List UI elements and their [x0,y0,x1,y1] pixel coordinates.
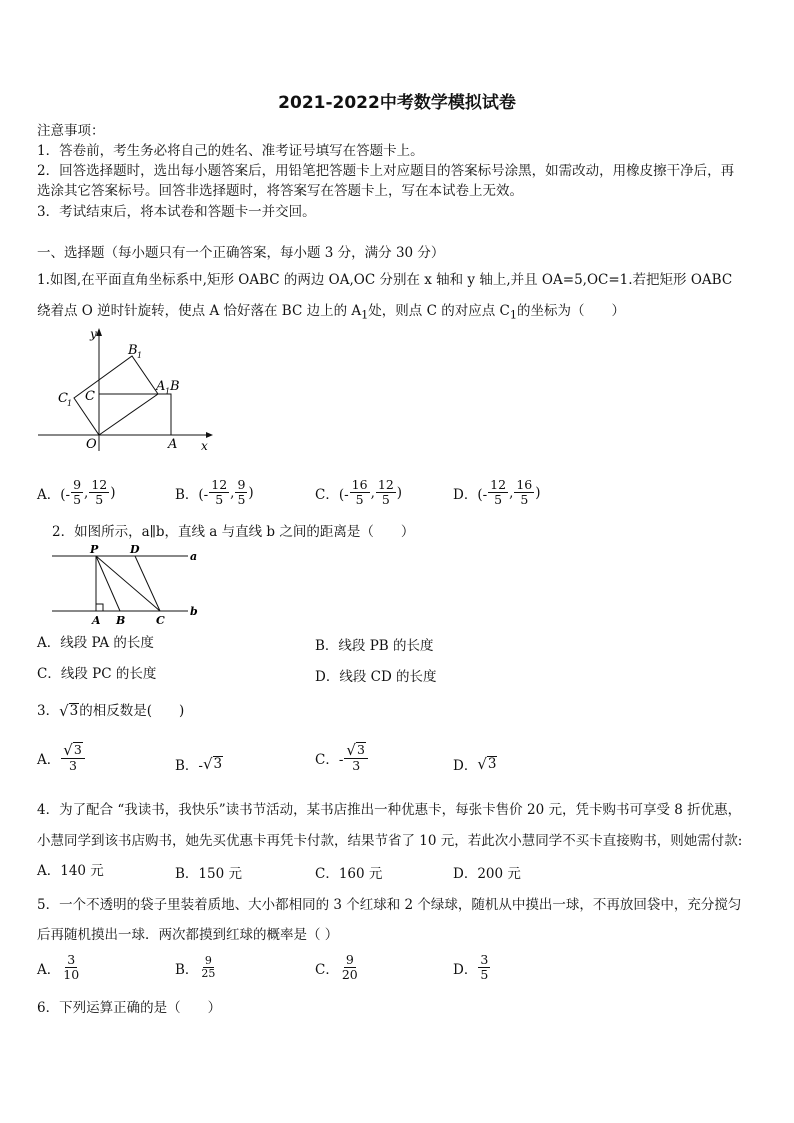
q5-option-a[interactable]: A． $\frac{3}{10}$ [37,952,80,982]
q1-option-a[interactable]: A．(- $\frac{9}{5}$ , $\frac{12}{5}$ ) [37,477,116,507]
q3-option-d[interactable]: D． √ 3 [453,755,497,774]
fraction: $\frac{16}{5}$ [516,477,533,507]
notice-item-2-cont: 选涂其它答案标号。回答非选择题时，将答案写在答题卡上，写在本试卷上无效。 [37,183,523,199]
label-x: x [201,439,208,453]
q3-stem: 3． √ 3 的相反数是( ) [37,702,185,720]
fraction: $\frac{12}{5}$ [490,477,507,507]
fraction: $\frac{9}{20}$ [341,952,358,982]
label-c: C [85,389,95,404]
q4-option-c[interactable]: C．160 元 [315,866,383,882]
label-c: C [156,614,165,627]
q1-sub-c1: 1 [509,308,517,322]
label-a1-sub: 1 [165,387,171,396]
q1-option-d[interactable]: D．(- $\frac{12}{5}$ , $\frac{16}{5}$ ) [453,477,541,507]
sqrt-symbol: √ 3 [59,702,79,720]
q1-sub-a1: 1 [361,308,369,322]
q5-option-d[interactable]: D． $\frac{3}{5}$ [453,952,489,982]
fraction: $\frac{9}{5}$ [237,477,246,507]
q3-option-b[interactable]: B．- √ 3 [175,755,223,774]
x-axis-arrow [206,432,213,438]
fraction: $\frac{16}{5}$ [351,477,368,507]
label-p: P [90,543,99,556]
q4-option-a[interactable]: A．140 元 [37,863,104,879]
fraction: $\frac{3}{5}$ [480,952,489,982]
fraction: √ 3 3 [344,742,368,773]
fraction: $\frac{12}{5}$ [91,477,108,507]
label-c1-sub: 1 [67,399,73,408]
option-label: C．(- [315,486,349,503]
segment-pc [96,556,160,611]
fraction: $\frac{9}{5}$ [73,477,82,507]
notice-item-3: 3．考试结束后，将本试卷和答题卡一并交回。 [37,204,316,220]
q2-option-b[interactable]: B．线段 PB 的长度 [315,638,434,654]
q1-stem-text-a: 绕着点 O 逆时针旋转，使点 A 恰好落在 BC 边上的 A [37,303,362,319]
q5-stem-line2: 后再随机摸出一球．两次都摸到红球的概率是（ ） [37,927,339,943]
label-o: O [86,437,97,452]
q5-option-b[interactable]: B． $\frac{9}{25}$ [175,954,216,980]
option-label: A．(- [37,486,71,503]
fraction: $\frac{3}{10}$ [63,952,80,982]
q1-figure [34,326,214,456]
label-b: B [116,614,126,627]
y-axis-arrow [96,328,102,336]
label-y: y [90,327,97,341]
option-label: B．(- [175,486,209,503]
q6-stem: 6．下列运算正确的是（ ） [37,1000,222,1016]
q2-stem: 2．如图所示，a∥b，直线 a 与直线 b 之间的距离是（ ） [52,524,415,540]
q4-option-b[interactable]: B．150 元 [175,866,242,882]
fraction: $\frac{12}{5}$ [211,477,228,507]
q3-option-a[interactable]: A． √ 3 3 [37,742,86,773]
notice-item-2: 2．回答选择题时，选出每小题答案后，用铅笔把答题卡上对应题目的答案标号涂黑，如需改动，用橡皮擦干净后，再 [37,163,735,179]
notice-item-1: 1．答卷前，考生务必将自己的姓名、准考证号填写在答题卡上。 [37,143,424,159]
q5-option-c[interactable]: C． $\frac{9}{20}$ [315,952,358,982]
q1-option-b[interactable]: B．(- $\frac{12}{5}$ , $\frac{9}{5}$ ) [175,477,254,507]
fraction: $\frac{9}{25}$ [201,954,216,980]
q1-option-c[interactable]: C．(- $\frac{16}{5}$ , $\frac{12}{5}$ ) [315,477,403,507]
label-b: B [170,379,180,394]
label-line-a: a [190,550,198,563]
q2-option-a[interactable]: A．线段 PA 的长度 [37,635,154,651]
label-d: D [130,543,140,556]
fraction: $\frac{12}{5}$ [377,477,394,507]
q1-stem-text-c: 的坐标为（ ） [517,303,625,319]
q2-option-c[interactable]: C．线段 PC 的长度 [37,666,157,682]
label-a: A [92,614,101,627]
segment-cd [135,556,160,611]
option-label: D．(- [453,486,488,503]
q3-option-c[interactable]: C．- √ 3 3 [315,742,369,773]
segment-pb [96,556,120,611]
q4-stem-line1: 4．为了配合 “我读书，我快乐”读书节活动，某书店推出一种优惠卡，每张卡售价 20 元，凭卡购书可享受 8 折优惠， [37,802,742,818]
rectangle-oabc [99,394,171,435]
q2-option-d[interactable]: D．线段 CD 的长度 [315,669,437,685]
label-b1-sub: 1 [137,351,143,360]
q1-stem-text-b: 处，则点 C 的对应点 C [368,303,510,319]
fraction: √ 3 3 [61,742,85,773]
right-angle-mark [96,604,103,611]
label-line-b: b [190,605,198,618]
label-a1: A [156,379,166,394]
q1-stem-line2 [37,302,625,325]
notice-heading: 注意事项： [37,123,105,139]
q1-stem-line1: 1.如图,在平面直角坐标系中,矩形 OABC 的两边 OA,OC 分别在 x 轴和 y 轴上,并且 OA=5,OC=1.若把矩形 OABC [37,272,733,288]
label-a: A [168,437,178,452]
label-c1: C [58,391,68,406]
section-heading: 一、选择题（每小题只有一个正确答案，每小题 3 分，满分 30 分） [37,245,445,261]
page-title: 2021-2022中考数学模拟试卷 [278,93,516,113]
q4-option-d[interactable]: D．200 元 [453,866,521,882]
label-b1: B [128,343,138,358]
q4-stem-line2: 小慧同学到该书店购书，她先买优惠卡再凭卡付款，结果节省了 10 元，若此次小慧同学不买卡直接购书，则她需付款: [37,833,743,849]
q2-figure [50,542,205,627]
q5-stem-line1: 5．一个不透明的袋子里装着质地、大小都相同的 3 个红球和 2 个绿球，随机从中摸出一球，不再放回袋中，充分搅匀 [37,897,742,913]
